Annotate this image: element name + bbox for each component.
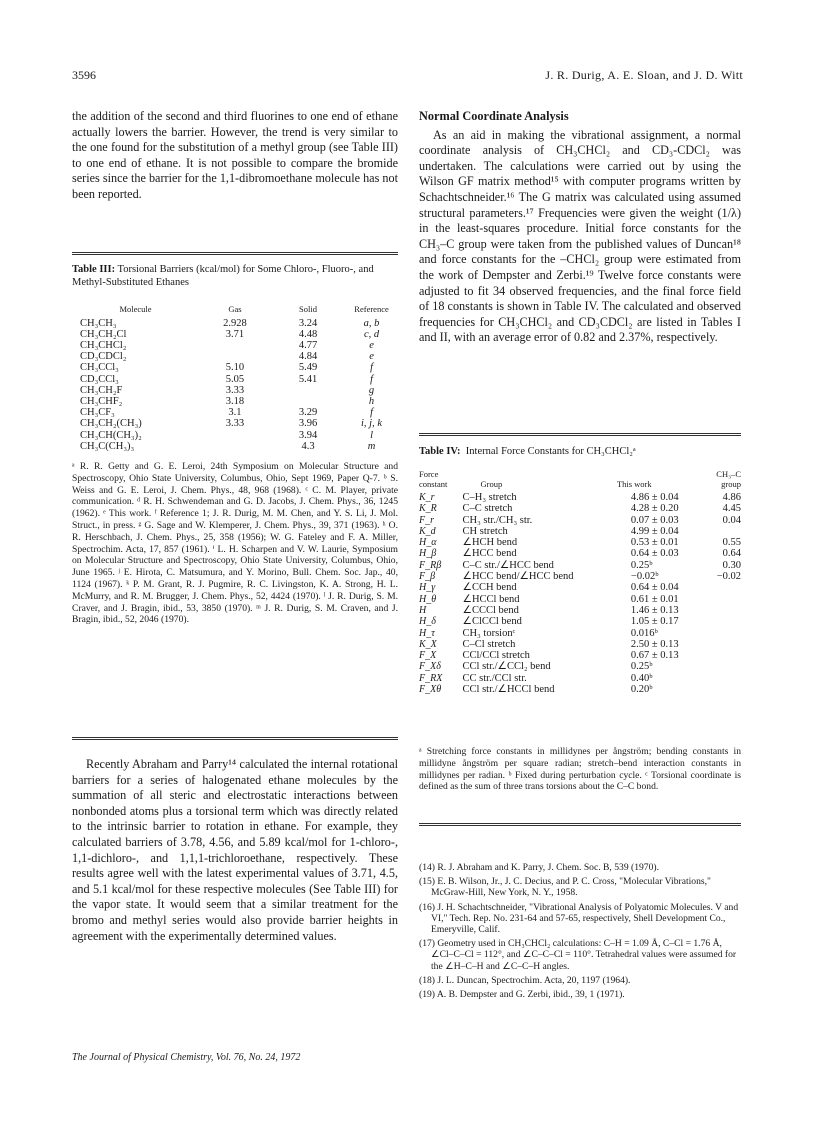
table3-row xyxy=(72,418,398,429)
table3-cell-molecule: CH₃CHF₂ xyxy=(80,395,123,407)
journal-footer: The Journal of Physical Chemistry, Vol. 76, No. 24, 1972 xyxy=(72,1052,301,1063)
table4-cell-ch3c xyxy=(701,526,741,537)
table3-cell-gas xyxy=(199,340,271,351)
table4-cell-constant: K_X xyxy=(419,638,437,650)
table3-cell-molecule: CH₃CCl₃ xyxy=(80,362,119,374)
table4-row xyxy=(419,684,741,695)
table4-cell-constant: F_β xyxy=(419,571,436,583)
table3-col-solid: Solid xyxy=(299,304,317,314)
reference-item: (16) J. H. Schachtschneider, "Vibrational Analysis of Polyatomic Molecules. V and VI," Tech. Rep. No. 231-64 and 57-65, respectively, Shell Development Co., Emeryville, Calif. xyxy=(419,901,739,936)
table4-row xyxy=(419,605,741,616)
table3-col-reference: Reference xyxy=(354,304,389,314)
table3-row xyxy=(72,329,398,340)
right-column xyxy=(419,109,741,346)
table4-cell-this-work: 0.07 ± 0.03 xyxy=(630,514,679,526)
table3-cell-gas: 5.10 xyxy=(225,362,245,374)
table4-cell-ch3c xyxy=(701,594,741,605)
table4-cell-this-work: 0.67 ± 0.13 xyxy=(630,650,679,662)
table4-cell-this-work: 0.64 ± 0.03 xyxy=(630,548,679,560)
table4-cell-constant: F_r xyxy=(419,514,434,526)
section-heading: Normal Coordinate Analysis xyxy=(419,109,569,123)
table4-cell-this-work: 0.64 ± 0.04 xyxy=(630,582,679,594)
table4-col-ch3c-group: CH₃–C group xyxy=(716,469,741,489)
table3-row xyxy=(72,430,398,441)
table4-cell-constant: H_δ xyxy=(419,616,436,628)
table3-cell-gas: 3.1 xyxy=(228,407,242,419)
table4-cell-constant: F_Xθ xyxy=(419,684,442,696)
table4-cell-this-work: 4.86 ± 0.04 xyxy=(630,492,679,503)
table3-row xyxy=(72,441,398,452)
table4-cell-group: CH₃ torsionᶜ xyxy=(462,627,516,639)
table4-cell-this-work: 4.99 ± 0.04 xyxy=(630,525,679,537)
table4-cell-this-work: 0.016ᵇ xyxy=(630,627,658,639)
table4-cell-constant: K_R xyxy=(419,503,437,515)
table4-cell-constant: H_β xyxy=(419,548,437,560)
table4-cell-constant: H_α xyxy=(419,537,437,549)
table3-cell-solid xyxy=(271,385,345,396)
left-intro-paragraph: the addition of the second and third fluorines to one end of ethane actually lowers the barrier. However, the trend is very similar to the one found for the substitution of a methyl group (see Table III) to one end of ethane. It is not possible to compare the bromide series since the barrier for the 1,1-dibromoethane molecule has not been reported. xyxy=(72,109,398,201)
table4-cell-constant: K_r xyxy=(419,492,435,503)
table3-row xyxy=(72,351,398,362)
table4-row xyxy=(419,661,741,672)
table3-cell-solid: 5.41 xyxy=(298,373,318,385)
table4-row xyxy=(419,548,741,559)
table3-cell-solid: 3.94 xyxy=(298,429,318,441)
table3-cell-reference: l xyxy=(370,429,373,441)
table4-cell-this-work: 0.40ᵇ xyxy=(630,672,653,684)
table4-cell-group: ∠ClCCl bend xyxy=(462,616,522,628)
table3-cell-gas xyxy=(199,351,271,362)
right-body-paragraph: As an aid in making the vibrational assignment, a normal coordinate analysis of CH₃CHCl₂ and CD₃-CDCl₂ was undertaken. The calculations were carried out by using the Wilson GF matrix method¹⁵ with computer programs written by Schachtschneider.¹⁶ The G matrix was calculated using assumed structural parameters.¹⁷ Frequencies were given the weight (1/λ) in the least-squares procedure. Initial force constants for the CH₃–C group were taken from the published values of Duncan¹⁸ and force constants for the –CHCl₂ group were estimated from the work of Dempster and Zerbi.¹⁹ Twelve force constants were adjusted to fit 34 observed frequencies, and the final force field of 18 constants is shown in Table IV. The calculated and observed frequencies for CH₃CHCl₂ and CD₃CDCl₂ are listed in Tables I and II, with an average error of 0.82 and 2.37%, respectively. xyxy=(419,127,741,345)
table3-footnotes: ᵃ R. R. Getty and G. E. Leroi, 24th Symposium on Molecular Structure and Spectroscopy, Ohio State University, Columbus, Ohio, Sept 1969, Paper Q-7. ᵇ S. Weiss and G. E. Leroi, J. Chem. Phys., 48, 968 (1968). ᶜ C. M. Player, private communication. ᵈ R. H. Schwendeman and G. D. Jacobs, J. Chem. Phys., 36, 1245 (1962). ᵉ This work. ᶠ Reference 1; J. R. Durig, M. M. Chen, and Y. S. Li, J. Mol. Struct., in press. ᵍ G. Sage and W. Klemperer, J. Chem. Phys., 39, 371 (1963). ʰ O. R. Herschbach, J. Chem. Phys., 25, 358 (1956); W. G. Fateley and F. A. Miller, Spectrochim. Acta, 17, 857 (1961). ⁱ L. H. Scharpen and V. W. Laurie, Symposium on Molecular Structure and Spectroscopy, Ohio State University, Columbus, Ohio, June 1965. ʲ E. Hirota, C. Matsumura, and Y. Morino, Bull. Chem. Soc. Jap., 40, 1124 (1967). ᵏ P. M. Grant, R. J. Pugmire, R. C. Livingston, K. A. Strong, H. L. McMurry, and R. M. Brugger, J. Chem. Phys., 52, 4424 (1970). ˡ J. R. Durig, S. M. Craver, and J. Bragin, ibid., 53, 3850 (1970). ᵐ J. R. Durig, S. M. Craven, and J. Bragin, ibid., 52, 2046 (1970). xyxy=(72,460,398,626)
table3-row xyxy=(72,374,398,385)
table4-col-force-constant: Force constant xyxy=(419,469,448,489)
table4 xyxy=(419,445,741,695)
table3-row xyxy=(72,340,398,351)
table3-cell-molecule: CH₃CH₂F xyxy=(80,384,123,396)
table3-cell-molecule: CD₃CDCl₂ xyxy=(80,351,127,363)
table4-cell-group: C–C stretch xyxy=(462,503,513,515)
table3-cell-reference: m xyxy=(367,440,376,452)
table4-footnotes: ᵃ Stretching force constants in millidynes per ångström; bending constants in millidyne ångström per square radian; stretch–bend interaction constants in millidynes per radian. ᵇ Fixed during perturbation cycle. ᶜ Torsional coordinate is defined as the sum of three trans torsions about the C–C bond. xyxy=(419,746,741,793)
table4-top-rule xyxy=(419,433,741,436)
table4-cell-constant: F_Rβ xyxy=(419,559,442,571)
table4-grid xyxy=(419,470,741,695)
left-body-paragraph: Recently Abraham and Parry¹⁴ calculated the internal rotational barriers for a series of halogenated ethane molecules by the summation of all steric and electrostatic interactions between nonbonded atoms plus a torsional term which was directly related to the intrinsic barrier to rotation in ethane. For example, they calculated barriers of 3.78, 4.56, and 5.89 kcal/mol for 1-chloro-, 1,1-dichloro-, and 1,1,1-trichloroethane, respectively. These results agree well with the latest experimental values of 3.71, 4.5, and 5.1 kcal/mol for these respective molecules (See Table III) for the vapor state. It would seem that a similar treatment for the bromo and methyl series would also provide barrier heights in agreement with the experimentally determined values. xyxy=(72,757,398,943)
table4-row xyxy=(419,594,741,605)
table4-cell-this-work: 4.28 ± 0.20 xyxy=(630,503,679,515)
table3-cell-molecule: CH₃CHCl₂ xyxy=(80,339,127,351)
table3-cell-gas: 3.33 xyxy=(225,384,245,396)
table3-cell-molecule: CH₃C(CH₃)₃ xyxy=(80,440,135,452)
table3-cell-gas: 3.33 xyxy=(225,418,245,430)
table4-cell-this-work: 0.25ᵇ xyxy=(630,661,653,673)
table3-cell-solid: 4.48 xyxy=(298,328,318,340)
table3-body xyxy=(72,318,398,452)
table4-cell-constant: K_d xyxy=(419,525,436,537)
table4-cell-ch3c xyxy=(701,650,741,661)
table4-cell-group: CCl/CCl stretch xyxy=(462,650,530,662)
table4-cell-group: ∠HCH bend xyxy=(462,537,518,549)
table3-cell-reference: e xyxy=(369,339,374,351)
table3-cell-reference: g xyxy=(368,384,375,396)
table3-cell-solid: 4.77 xyxy=(298,339,318,351)
table4-row xyxy=(419,673,741,684)
table4-cell-ch3c xyxy=(701,582,741,593)
table3-cell-gas xyxy=(199,441,271,452)
table4-cell-ch3c xyxy=(701,684,741,695)
table3-cell-solid: 5.49 xyxy=(298,362,318,374)
table4-col-this-work: This work xyxy=(616,478,652,489)
table4-cell-ch3c xyxy=(701,616,741,627)
table4-row xyxy=(419,571,741,582)
table4-row xyxy=(419,526,741,537)
table4-cell-this-work: 0.20ᵇ xyxy=(630,684,653,696)
table3-cell-molecule: CD₃CCl₃ xyxy=(80,373,119,385)
references-list xyxy=(419,862,741,1003)
table4-cell-ch3c xyxy=(701,673,741,684)
table4-cell-group: ∠HCC bend/∠HCC bend xyxy=(462,571,574,583)
table4-cell-group: C–H₃ stretch xyxy=(462,492,517,503)
reference-item: (18) J. L. Duncan, Spectrochim. Acta, 20, 1197 (1964). xyxy=(419,974,631,986)
table4-cell-ch3c xyxy=(701,639,741,650)
table3-cell-reference: c, d xyxy=(363,328,380,340)
table4-cell-constant: H_θ xyxy=(419,593,437,605)
table4-cell-constant: H_γ xyxy=(419,582,436,594)
table4-cell-ch3c: 4.86 xyxy=(722,492,741,503)
table4-cell-group: CCl str./∠CCl₂ bend xyxy=(462,661,551,673)
table3-cell-solid: 4.3 xyxy=(301,440,315,452)
table4-cell-constant: H_τ xyxy=(419,627,435,639)
table4-caption: Table IV: Internal Force Constants for CH₃CHCl₂ᵃ xyxy=(419,446,636,457)
table3-cell-molecule: CH₃CF₃ xyxy=(80,407,115,419)
table4-cell-ch3c: −0.02 xyxy=(716,571,741,583)
table4-col-group: Group xyxy=(480,478,503,489)
table4-row xyxy=(419,492,741,503)
table4-cell-this-work: 0.25ᵇ xyxy=(630,559,653,571)
table3-col-gas: Gas xyxy=(228,304,242,314)
table3-cell-reference: f xyxy=(370,373,373,385)
table4-cell-ch3c xyxy=(701,605,741,616)
table4-cell-group: C–Cl stretch xyxy=(462,638,516,650)
table3-cell-gas: 3.71 xyxy=(225,328,245,340)
table4-cell-ch3c: 4.45 xyxy=(722,503,741,515)
table4-cell-ch3c xyxy=(701,628,741,639)
table3-cell-solid: 4.84 xyxy=(298,351,318,363)
table3-cell-reference: a, b xyxy=(363,317,380,329)
reference-item: (17) Geometry used in CH₃CHCl₂ calculations: C–H = 1.09 Å, C–Cl = 1.76 Å, ∠Cl–C–Cl = 112°, and ∠C–C–Cl = 110°. Tetrahedral values were assumed for the ∠H–C–H and ∠C–C–H angles. xyxy=(419,938,737,972)
table3-cell-molecule: CH₃CH₃ xyxy=(80,317,117,329)
table3-cell-molecule: CH₃CH₂(CH₃) xyxy=(80,418,142,430)
table3-bottom-rule xyxy=(72,737,398,740)
table3-cell-gas: 3.18 xyxy=(225,395,245,407)
table4-cell-ch3c xyxy=(701,661,741,672)
table3-cell-reference: i, j, k xyxy=(361,418,383,430)
table3-grid xyxy=(72,305,398,452)
table4-footnote-block xyxy=(419,746,741,793)
table3-cell-molecule: CH₃CH(CH₃)₂ xyxy=(80,429,142,441)
table3-caption: Table III: Torsional Barriers (kcal/mol) for Some Chloro-, Fluoro-, and Methyl-Substituted Ethanes xyxy=(72,264,374,288)
table3-cell-gas: 2.928 xyxy=(223,317,247,329)
table4-cell-group: CC str./CCl str. xyxy=(462,672,527,684)
table4-cell-group: ∠HCCl bend xyxy=(462,593,520,605)
table3-cell-solid xyxy=(271,396,345,407)
table4-cell-this-work: 1.05 ± 0.17 xyxy=(630,616,679,628)
page-number: 3596 xyxy=(72,68,96,82)
table3 xyxy=(72,263,398,626)
table4-cell-constant: F_Xδ xyxy=(419,661,441,673)
table4-cell-ch3c: 0.64 xyxy=(722,548,741,560)
table3-cell-reference: f xyxy=(370,407,373,419)
table3-cell-reference: e xyxy=(369,351,374,363)
table4-cell-this-work: −0.02ᵇ xyxy=(630,571,659,583)
table3-top-rule xyxy=(72,252,398,255)
table3-row xyxy=(72,362,398,373)
table4-row xyxy=(419,616,741,627)
table4-bottom-rule xyxy=(419,823,741,826)
table4-cell-group: CCl str./∠HCCl bend xyxy=(462,684,555,696)
table4-cell-constant: F_X xyxy=(419,650,437,662)
table4-row xyxy=(419,582,741,593)
table4-cell-ch3c: 0.04 xyxy=(722,514,741,526)
table4-row xyxy=(419,628,741,639)
reference-item: (19) A. B. Dempster and G. Zerbi, ibid., 39, 1 (1971). xyxy=(419,989,625,1001)
table3-cell-solid: 3.29 xyxy=(298,407,318,419)
running-header-authors: J. R. Durig, A. E. Sloan, and J. D. Witt xyxy=(545,68,743,82)
reference-item: (14) R. J. Abraham and K. Parry, J. Chem. Soc. B, 539 (1970). xyxy=(419,862,659,873)
table3-cell-molecule: CH₃CH₂Cl xyxy=(80,328,127,340)
table3-cell-solid: 3.24 xyxy=(298,317,318,329)
reference-item: (15) E. B. Wilson, Jr., J. C. Decius, and P. C. Cross, "Molecular Vibrations," McGraw-Hill, New York, N. Y., 1958. xyxy=(419,876,711,899)
table3-row xyxy=(72,407,398,418)
table3-col-molecule: Molecule xyxy=(119,304,152,314)
table3-cell-reference: h xyxy=(368,395,375,407)
table4-cell-ch3c: 0.30 xyxy=(722,559,741,571)
table4-cell-constant: F_RX xyxy=(419,672,443,684)
table4-cell-group: C–C str./∠HCC bend xyxy=(462,559,554,571)
table3-row xyxy=(72,396,398,407)
table4-cell-this-work: 0.53 ± 0.01 xyxy=(630,537,679,549)
table4-body xyxy=(419,492,741,695)
table4-row xyxy=(419,639,741,650)
table4-cell-group: ∠CCCl bend xyxy=(462,604,519,616)
table4-cell-this-work: 1.46 ± 0.13 xyxy=(630,604,679,616)
table4-cell-group: ∠HCC bend xyxy=(462,548,517,560)
table3-row xyxy=(72,318,398,329)
table4-cell-this-work: 2.50 ± 0.13 xyxy=(630,638,679,650)
table4-cell-group: ∠CCH bend xyxy=(462,582,517,594)
table4-row xyxy=(419,515,741,526)
table4-row xyxy=(419,560,741,571)
table4-cell-constant: H xyxy=(419,604,427,616)
table3-cell-gas xyxy=(199,430,271,441)
table3-header-row xyxy=(72,305,398,318)
table3-cell-solid: 3.96 xyxy=(298,418,318,430)
table4-cell-group: CH stretch xyxy=(462,525,508,537)
table4-cell-this-work: 0.61 ± 0.01 xyxy=(630,593,679,605)
table3-row xyxy=(72,385,398,396)
table4-row xyxy=(419,537,741,548)
table4-row xyxy=(419,650,741,661)
table4-row xyxy=(419,503,741,514)
table4-cell-group: CH₃ str./CH₃ str. xyxy=(462,514,533,526)
table3-cell-gas: 5.05 xyxy=(225,373,245,385)
table4-header-row xyxy=(419,470,741,492)
table3-cell-reference: f xyxy=(370,362,373,374)
table4-cell-ch3c: 0.55 xyxy=(722,537,741,549)
